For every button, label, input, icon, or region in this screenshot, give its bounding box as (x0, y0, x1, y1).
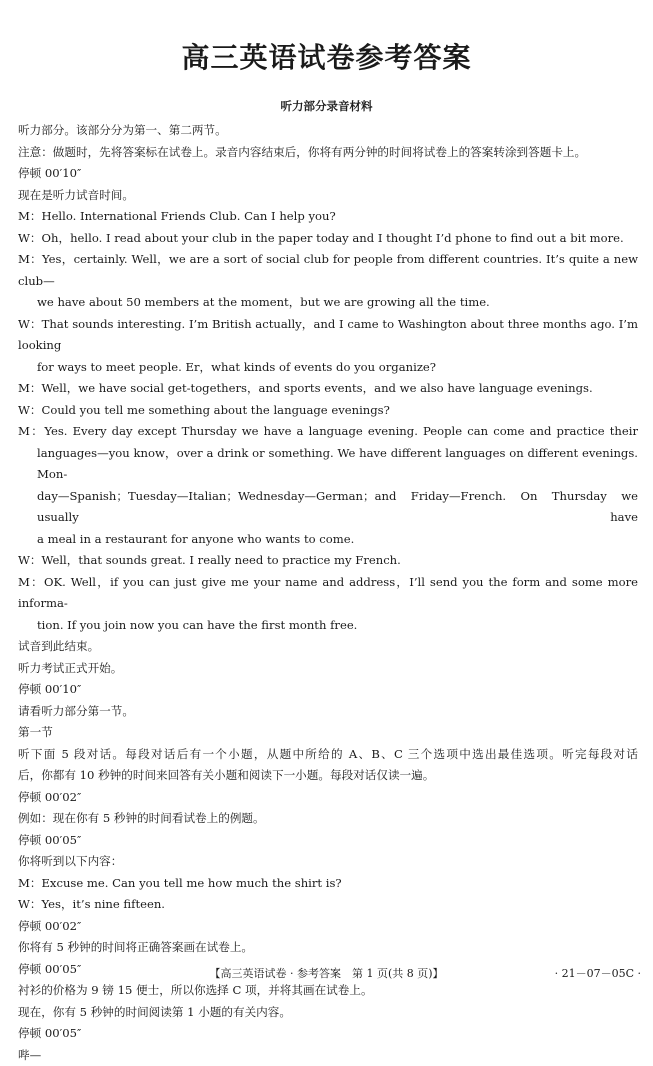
transcript-line: 停顿 00′05″ (18, 830, 638, 852)
transcript-line: M：Well，we have social get-togethers，and sports events，and we also have language evenings. (18, 378, 638, 400)
transcript-line: languages—you know，over a drink or something. We have different languages on different evenings. Mon- (18, 443, 638, 486)
transcript-line: 注意：做题时，先将答案标在试卷上。录音内容结束后，你将有两分钟的时间将试卷上的答案转涂到答题卡上。 (18, 142, 638, 164)
transcript-line: 哔— (18, 1045, 638, 1066)
transcript-line: tion. If you join now you can have the first month free. (18, 615, 638, 637)
transcript-line: day—Spanish；Tuesday—Italian；Wednesday—German；and Friday—French. On Thursday we usually have (18, 486, 638, 529)
transcript-line: 听力考试正式开始。 (18, 658, 638, 680)
footer-page-info: 【高三英语试卷 · 参考答案 第 1 页(共 8 页)】 (0, 965, 653, 981)
transcript-line: W：Well，that sounds great. I really need to practice my French. (18, 550, 638, 572)
transcript-line: we have about 50 members at the moment，but we are growing all the time. (18, 292, 638, 314)
transcript-line: 现在，你有 5 秒钟的时间阅读第 1 小题的有关内容。 (18, 1002, 638, 1024)
transcript-line: W：That sounds interesting. I’m British actually，and I came to Washington about three months ago. I’m looking (18, 314, 638, 357)
transcript-line: 例如：现在你有 5 秒钟的时间看试卷上的例题。 (18, 808, 638, 830)
transcript-line: W：Yes，it’s nine fifteen. (18, 894, 638, 916)
page-title: 高三英语试卷参考答案 (0, 36, 653, 76)
transcript-line: 停顿 00′05″ (18, 1023, 638, 1045)
transcript-line: M：Hello. International Friends Club. Can I help you? (18, 206, 638, 228)
transcript-line: M：Yes，certainly. Well，we are a sort of social club for people from different countries. It’s quite a new club— (18, 249, 638, 292)
transcript-line: W：Could you tell me something about the language evenings? (18, 400, 638, 422)
transcript-line: 试音到此结束。 (18, 636, 638, 658)
transcript-line: 停顿 00′10″ (18, 163, 638, 185)
transcript-line: 衬衫的价格为 9 镑 15 便士，所以你选择 C 项，并将其画在试卷上。 (18, 980, 638, 1002)
transcript-line: M：Excuse me. Can you tell me how much the shirt is? (18, 873, 638, 895)
transcript-line: W：Oh，hello. I read about your club in the paper today and I thought I’d phone to find out a bit more. (18, 228, 638, 250)
transcript-line: 停顿 00′05″ (18, 959, 638, 981)
transcript-line: 你将有 5 秒钟的时间将正确答案画在试卷上。 (18, 937, 638, 959)
transcript-line: a meal in a restaurant for anyone who wants to come. (18, 529, 638, 551)
transcript-line: 听力部分。该部分分为第一、第二两节。 (18, 120, 638, 142)
section-subtitle: 听力部分录音材料 (0, 98, 653, 114)
transcript-line: 听下面 5 段对话。每段对话后有一个小题，从题中所给的 A、B、C 三个选项中选出最佳选项。听完每段对话 (18, 744, 638, 766)
transcript-line: 请看听力部分第一节。 (18, 701, 638, 723)
transcript-line: for ways to meet people. Er，what kinds of events do you organize? (18, 357, 638, 379)
transcript-line: 第一节 (18, 722, 638, 744)
transcript-line: 停顿 00′10″ (18, 679, 638, 701)
listening-transcript (18, 120, 638, 1066)
transcript-line: 后，你都有 10 秒钟的时间来回答有关小题和阅读下一小题。每段对话仅读一遍。 (18, 765, 638, 787)
transcript-line: M：Yes. Every day except Thursday we have a language evening. People can come and practice their (18, 421, 638, 443)
footer-paper-code: · 21－07－05C · (555, 965, 641, 981)
transcript-line: 你将听到以下内容： (18, 851, 638, 873)
transcript-line: 停顿 00′02″ (18, 916, 638, 938)
transcript-line: 现在是听力试音时间。 (18, 185, 638, 207)
transcript-line: M：OK. Well，if you can just give me your name and address，I’ll send you the form and some more informa- (18, 572, 638, 615)
transcript-line: 停顿 00′02″ (18, 787, 638, 809)
